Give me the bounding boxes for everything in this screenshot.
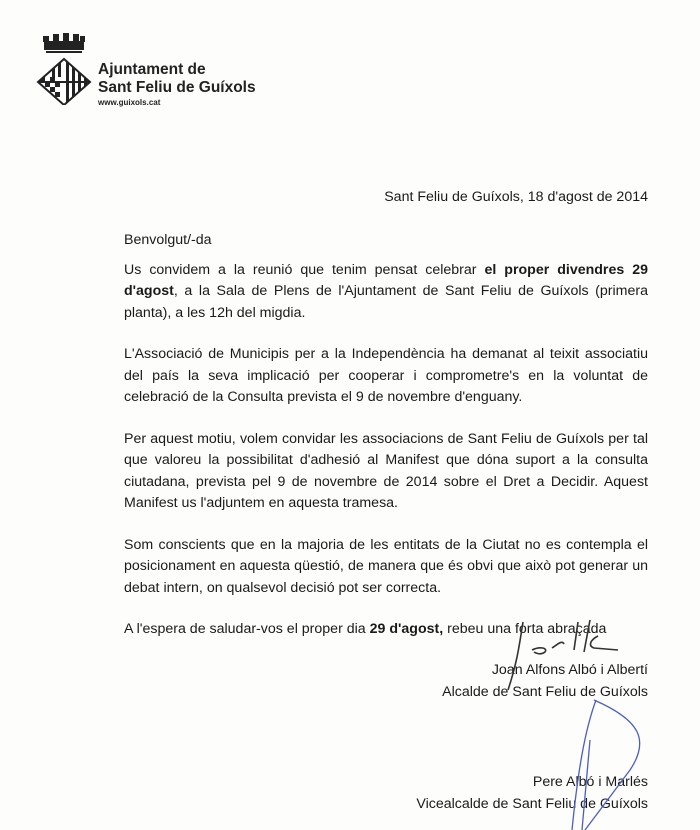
text: rebeu una forta abraçada — [443, 621, 607, 637]
bold-text: 29 d'agost, — [369, 621, 444, 637]
text: A l'espera de saludar-vos el proper dia — [124, 621, 370, 637]
letter-body — [124, 230, 648, 661]
text: Som conscients que en la majoria de les entitats de la Ciutat no es contempla el posicionament en aquesta qüestió, de manera que és obvi que això pot generar un debat intern, on qualsevol decisió pot ser correcta. — [124, 536, 648, 596]
paragraph — [124, 429, 648, 515]
org-name-line2: Sant Feliu de Guíxols — [98, 79, 256, 96]
date-line: Sant Feliu de Guíxols, 18 d'agost de 2014 — [384, 189, 648, 205]
paragraph — [124, 260, 648, 325]
signatory-mayor — [442, 659, 648, 703]
website: www.guixols.cat — [98, 98, 161, 107]
signatory-title: Alcalde de Sant Feliu de Guíxols — [442, 684, 648, 700]
coat-of-arms-logo — [36, 33, 92, 110]
text: Us convidem a la reunió que tenim pensat celebrar — [124, 261, 485, 278]
signatory-name: Joan Alfons Albó i Albertí — [491, 662, 648, 678]
paragraph — [124, 344, 648, 409]
text: Per aquest motiu, volem convidar les associacions de Sant Feliu de Guíxols per tal que valoreu la possibilitat d'adhesió al Manifest que dóna suport a la consulta ciutadana, prevista pel 9 de novembre de 2014 sobre el Dret a Decidir. Aquest Manifest us l'adjuntem en aquesta tramesa. — [124, 430, 648, 511]
text: L'Associació de Municipis per a la Independència ha demanat al teixit associatiu del país la seva implicació per cooperar i comprometre's en la voluntat de celebració de la Consulta prevista el 9 de novembre d'enguany. — [124, 346, 648, 405]
text: , a la Sala de Plens de l'Ajuntament de Sant Feliu de Guíxols (primera planta), a les 12h del migdia. — [124, 283, 648, 321]
greeting: Benvolgut/-da — [124, 232, 212, 248]
paragraph — [124, 535, 648, 600]
signatory-name: Pere Albó i Marlés — [532, 774, 648, 790]
signatory-deputy-mayor — [416, 771, 648, 815]
org-name-line1: Ajuntament de — [98, 61, 206, 78]
signatory-title: Vicealcalde de Sant Feliu de Guíxols — [416, 796, 648, 812]
bold-text: el proper divendres 29 d'agost — [124, 261, 648, 299]
paragraph — [124, 619, 648, 641]
letterhead — [98, 61, 256, 107]
